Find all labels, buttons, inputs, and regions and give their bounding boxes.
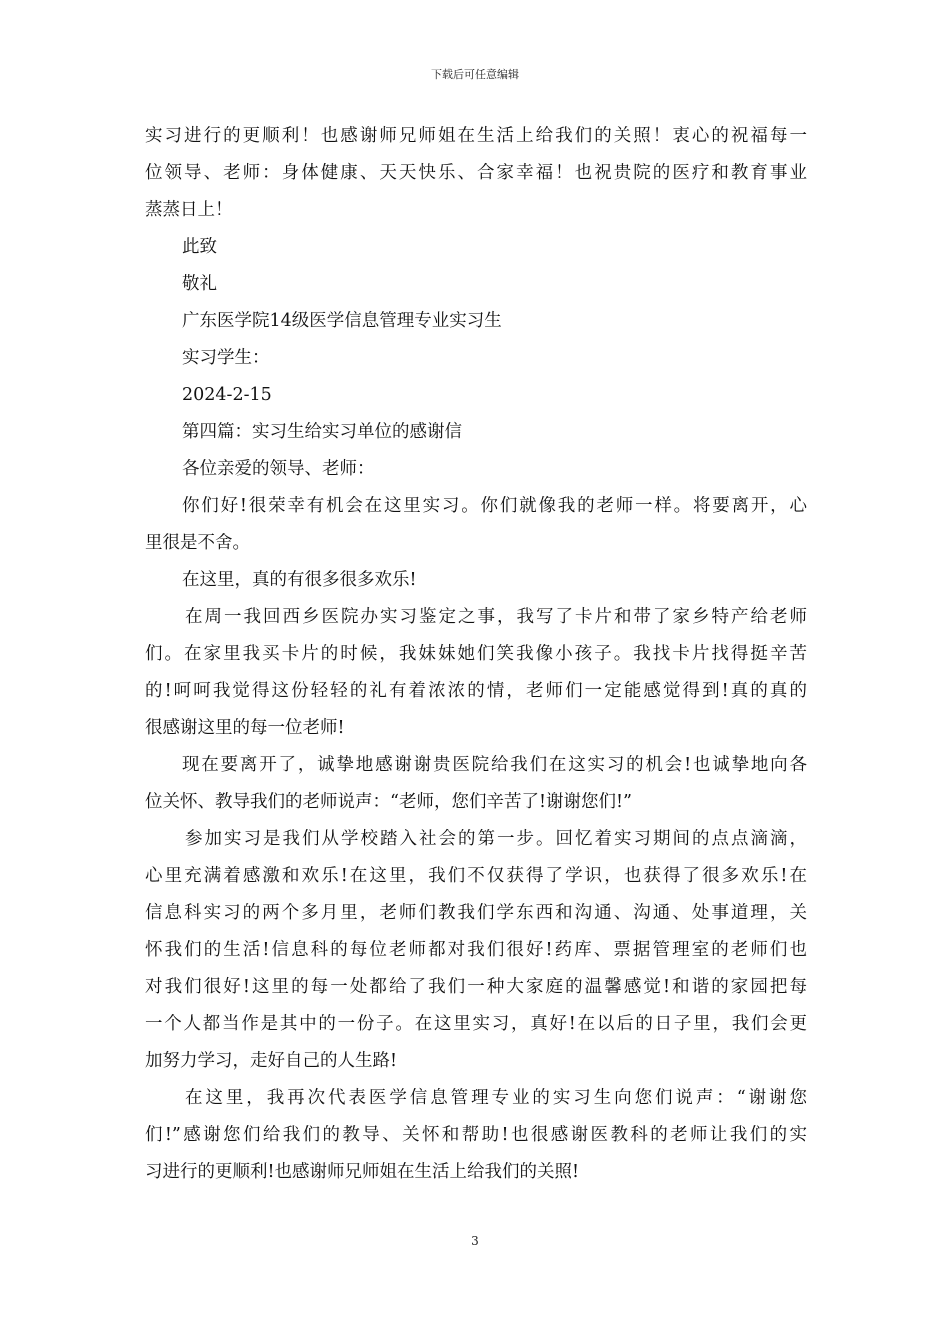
closing-regards: 敬礼	[182, 274, 217, 294]
paragraph-line: 们!”感谢您们给我们的教导、关怀和帮助!也很感谢医教科的老师让我们的实	[145, 1125, 807, 1145]
paragraph-line: 在这里，我再次代表医学信息管理专业的实习生向您们说声：“谢谢您	[185, 1088, 807, 1108]
paragraph-line: 加努力学习，走好自己的人生路!	[145, 1051, 398, 1071]
paragraph-line: 参加实习是我们从学校踏入社会的第一步。回忆着实习期间的点点滴滴，	[185, 829, 807, 849]
paragraph-line: 蒸蒸日上！	[145, 200, 233, 220]
paragraph-line: 现在要离开了，诚挚地感谢谢贵医院给我们在这实习的机会!也诚挚地向各	[182, 755, 807, 775]
document-body	[145, 118, 807, 1191]
paragraph-line: 对我们很好!这里的每一处都给了我们一种大家庭的温馨感觉!和谐的家园把每	[145, 977, 807, 997]
paragraph-line: 们。在家里我买卡片的时候，我妹妹她们笑我像小孩子。我找卡片找得挺辛苦	[145, 644, 807, 664]
paragraph-line: 心里充满着感激和欢乐!在这里，我们不仅获得了学识，也获得了很多欢乐!在	[145, 866, 807, 886]
paragraph-line: 信息科实习的两个多月里，老师们教我们学东西和沟通、沟通、处事道理，关	[145, 903, 807, 923]
page-number: 3	[471, 1234, 479, 1248]
paragraph-line: 在这里，真的有很多很多欢乐!	[182, 570, 417, 590]
signature-student: 实习学生：	[182, 348, 270, 368]
letter-greeting: 各位亲爱的领导、老师：	[182, 459, 375, 479]
section-title: 第四篇：实习生给实习单位的感谢信	[182, 422, 462, 442]
closing-salutation: 此致	[182, 237, 217, 257]
paragraph-line: 一个人都当作是其中的一份子。在这里实习，真好!在以后的日子里，我们会更	[145, 1014, 807, 1034]
paragraph-line: 怀我们的生活!信息科的每位老师都对我们很好!药库、票据管理室的老师们也	[145, 940, 807, 960]
paragraph-line: 你们好!很荣幸有机会在这里实习。你们就像我的老师一样。将要离开，心	[182, 496, 807, 516]
paragraph-line: 位领导、老师：身体健康、天天快乐、合家幸福！也祝贵院的医疗和教育事业	[145, 163, 807, 183]
paragraph-line: 在周一我回西乡医院办实习鉴定之事，我写了卡片和带了家乡特产给老师	[185, 607, 807, 627]
paragraph-line: 习进行的更顺利!也感谢师兄师姐在生活上给我们的关照!	[145, 1162, 580, 1182]
paragraph-line: 很感谢这里的每一位老师!	[145, 718, 345, 738]
paragraph-line: 位关怀、教导我们的老师说声：“老师，您们辛苦了!谢谢您们!”	[145, 792, 632, 812]
signature-date: 2024-2-15	[182, 385, 272, 405]
paragraph-line: 里很是不舍。	[145, 533, 250, 553]
paragraph-line: 的!呵呵我觉得这份轻轻的礼有着浓浓的情，老师们一定能感觉得到!真的真的	[145, 681, 807, 701]
page-header: 下载后可任意编辑	[431, 68, 519, 81]
paragraph-line: 实习进行的更顺利！也感谢师兄师姐在生活上给我们的关照！衷心的祝福每一	[145, 126, 807, 146]
signature-organization: 广东医学院14级医学信息管理专业实习生	[182, 311, 502, 331]
